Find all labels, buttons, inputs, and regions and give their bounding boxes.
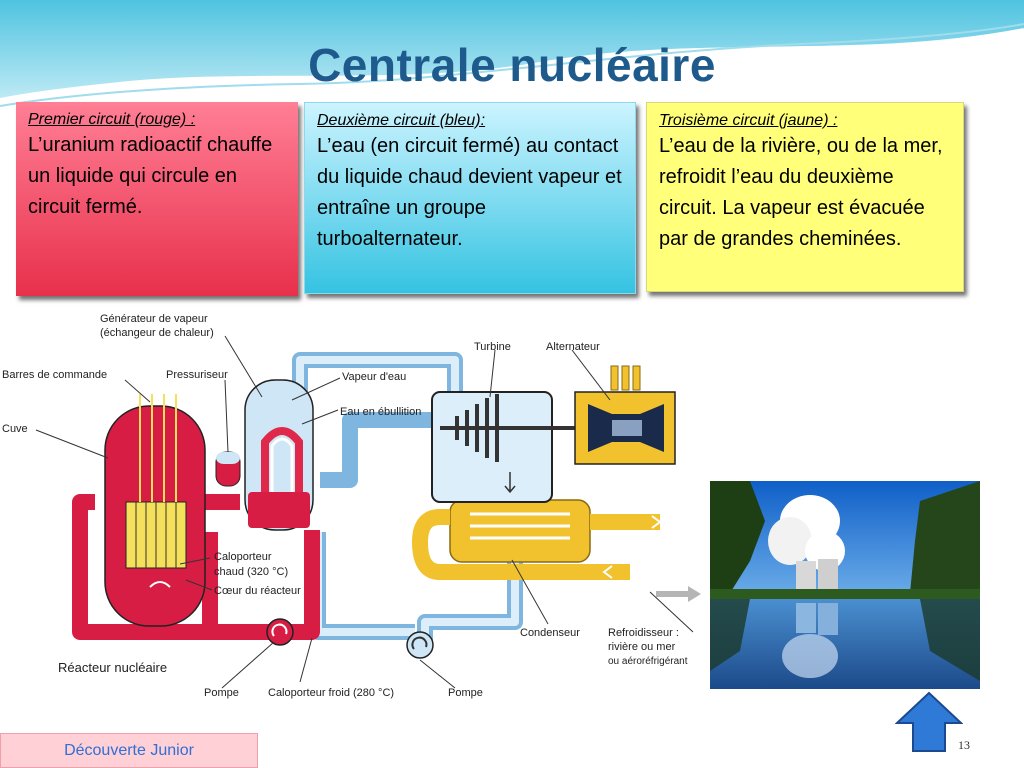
nuclear-plant-diagram (0, 302, 712, 707)
box-third-circuit-heading: Troisième circuit (jaune) : (659, 112, 838, 129)
label-reacteur: Réacteur nucléaire (58, 660, 168, 675)
decouverte-junior-link[interactable]: Découverte Junior (0, 733, 258, 768)
label-pressuriseur: Pressuriseur (166, 369, 228, 381)
label-caloporteur-chaud: Caloporteur (214, 551, 272, 563)
tertiary-circuit (420, 500, 660, 578)
label-pompe-1: Pompe (204, 687, 239, 699)
box-second-circuit-body: L’eau (en circuit fermé) au contact du liquide chaud devient vapeur et entraîne un groupe turboalternateur. (317, 135, 622, 250)
steam-generator (245, 380, 313, 530)
pressurizer (216, 452, 240, 486)
power-plant-photo (710, 481, 980, 689)
box-first-circuit (16, 102, 298, 296)
label-condenseur: Condenseur (520, 627, 580, 639)
label-generateur-sub: (échangeur de chaleur) (100, 327, 214, 339)
primary-pump-icon (267, 619, 293, 645)
label-alternateur: Alternateur (546, 341, 600, 353)
box-first-circuit-body: L’uranium radioactif chauffe un liquide qui circule en circuit fermé. (28, 134, 273, 218)
page-title: Centrale nucléaire (308, 39, 716, 91)
label-caloporteur-chaud-temp: chaud (320 °C) (214, 566, 289, 578)
alternator (575, 366, 675, 464)
up-arrow-icon[interactable] (895, 691, 963, 753)
label-turbine: Turbine (474, 341, 511, 353)
page-number: 13 (958, 738, 970, 752)
right-arrow-icon (656, 585, 702, 603)
label-generateur: Générateur de vapeur (100, 313, 208, 325)
label-coeur: Cœur du réacteur (214, 585, 301, 597)
box-first-circuit-heading: Premier circuit (rouge) : (28, 111, 196, 128)
label-pompe-2: Pompe (448, 687, 483, 699)
turbine (432, 392, 575, 502)
box-second-circuit (304, 102, 636, 294)
box-second-circuit-heading: Deuxième circuit (bleu): (317, 112, 486, 129)
label-barres: Barres de commande (2, 369, 108, 381)
label-ebullition: Eau en ébullition (340, 406, 422, 418)
label-vapeur: Vapeur d'eau (342, 371, 407, 383)
label-caloporteur-froid: Caloporteur froid (280 °C) (268, 687, 395, 699)
label-cuve: Cuve (2, 423, 28, 435)
label-refroidisseur-riviere: rivière ou mer (608, 641, 676, 653)
reactor-vessel (105, 394, 205, 626)
secondary-pump-icon (407, 632, 433, 658)
label-refroidisseur: Refroidisseur : (608, 627, 679, 639)
box-third-circuit-body: L’eau de la rivière, ou de la mer, refroidit l’eau du deuxième circuit. La vapeur est évacuée par de grandes cheminées. (659, 135, 943, 250)
label-refroidisseur-aero: ou aéroréfrigérant (608, 656, 688, 667)
box-third-circuit (646, 102, 964, 292)
